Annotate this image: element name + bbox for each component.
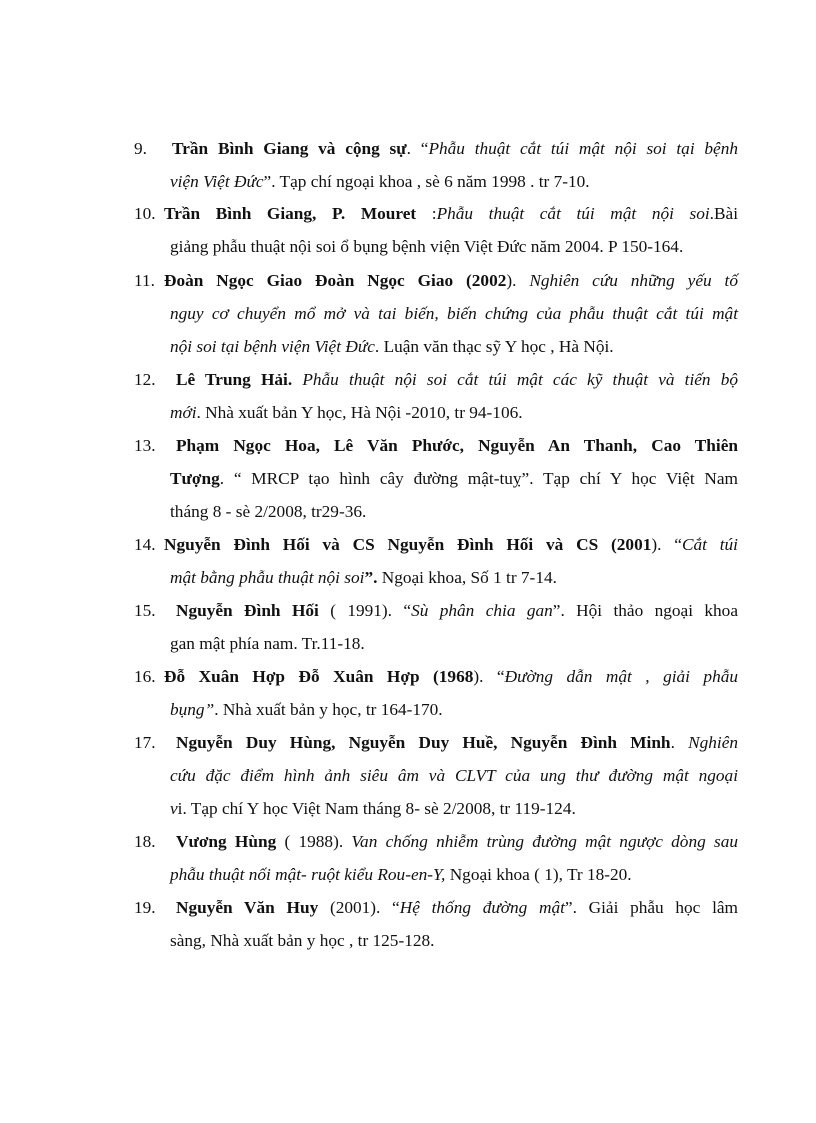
reference-number: 14. <box>134 535 156 554</box>
reference-line <box>170 462 738 495</box>
reference-number: 13. <box>134 436 156 455</box>
title-text: v <box>170 799 178 818</box>
reference-line <box>134 264 738 297</box>
reference-line <box>134 132 738 165</box>
reference-number: 19. <box>134 898 156 917</box>
author-text: Nguyễn Đình Hối <box>176 601 331 620</box>
citation-text: ( 1988). <box>284 832 352 851</box>
title-text: Van chống nhiễm trùng đường mật ngược dòng sau <box>351 832 738 851</box>
citation-text: Ngoại khoa ( 1), Tr 18-20. <box>445 865 632 884</box>
citation-text: sàng, Nhà xuất bản y học , tr 125-128. <box>170 931 435 950</box>
reference-line <box>170 627 738 660</box>
reference-line <box>170 792 738 825</box>
citation-text: . Nhà xuất bản Y học, Hà Nội -2010, tr 94-106. <box>196 403 523 422</box>
reference-line <box>134 891 738 924</box>
author-text: Tượng <box>170 469 220 488</box>
citation-text: . <box>670 733 689 752</box>
reference-line <box>170 858 738 891</box>
reference-line <box>170 297 738 330</box>
title-text: phẫu thuật nối mật- ruột kiểu Rou-en-Y, <box>170 865 446 884</box>
citation-text: ). “ <box>473 667 505 686</box>
citation-text: (2001). “ <box>318 898 400 917</box>
title-text: mới <box>170 403 197 422</box>
author-text: Vương Hùng <box>176 832 285 851</box>
citation-text: .Bài <box>709 204 738 223</box>
author-text: Đỗ Xuân Hợp Đỗ Xuân Hợp (1968 <box>164 667 474 686</box>
title-text: Cắt túi <box>681 535 738 554</box>
reference-line <box>170 924 738 957</box>
reference-line <box>170 330 738 363</box>
author-text: Nguyễn Duy Hùng, Nguyễn Duy Huề, Nguyễn Đình Minh <box>176 733 671 752</box>
author-text: ”. <box>364 568 378 587</box>
author-text: Trần Bình Giang và cộng sự <box>172 139 407 158</box>
citation-text: ). “ <box>651 535 682 554</box>
citation-text: tháng 8 - sè 2/2008, tr29-36. <box>170 502 367 521</box>
title-text: Sù phân chia gan <box>411 601 553 620</box>
reference-line <box>170 165 738 198</box>
citation-text: . “ MRCP tạo hình cây đường mật-tuỵ”. Tạp chí Y học Việt Nam <box>219 469 738 488</box>
reference-line <box>134 825 738 858</box>
citation-text: ( 1991). “ <box>330 601 412 620</box>
title-text: viện Việt Đức <box>170 172 264 191</box>
reference-number: 11. <box>134 271 155 290</box>
title-text: Phẫu thuật cắt túi mật nội soi tại bệnh <box>428 139 738 158</box>
reference-entry <box>134 197 738 263</box>
citation-text: ”. Tạp chí ngoại khoa , sè 6 năm 1998 . tr 7-10. <box>263 172 590 191</box>
reference-line <box>170 693 738 726</box>
reference-entry <box>134 726 738 825</box>
citation-text: . Luận văn thạc sỹ Y học , Hà Nội. <box>374 337 614 356</box>
reference-line <box>170 561 738 594</box>
title-text: nguy cơ chuyển mổ mở và tai biến, biến chứng của phẫu thuật cắt túi mật <box>170 304 738 323</box>
citation-text: ”. Hội thảo ngoại khoa <box>552 601 738 620</box>
reference-line <box>170 230 738 263</box>
title-text: Phẫu thuật nội soi cắt túi mật các kỹ thuật và tiến bộ <box>302 370 739 389</box>
reference-entry <box>134 528 738 594</box>
reference-line <box>134 660 738 693</box>
reference-number: 16. <box>134 667 156 686</box>
citation-text: giảng phẫu thuật nội soi ổ bụng bệnh viện Việt Đức năm 2004. P 150-164. <box>170 237 684 256</box>
reference-entry <box>134 594 738 660</box>
author-text: Nguyễn Đình Hối và CS Nguyễn Đình Hối và CS (2001 <box>164 535 652 554</box>
author-text: Trần Bình Giang, P. Mouret <box>164 204 432 223</box>
reference-number: 18. <box>134 832 156 851</box>
reference-entry <box>134 825 738 891</box>
author-text: Phạm Ngọc Hoa, Lê Văn Phước, Nguyễn An Thanh, Cao Thiên <box>176 436 738 455</box>
reference-line <box>134 528 738 561</box>
author-text: Lê Trung Hải. <box>176 370 303 389</box>
citation-text: ). <box>506 271 530 290</box>
reference-number: 10. <box>134 204 156 223</box>
title-text: cứu đặc điểm hình ảnh siêu âm và CLVT của ung thư đường mật ngoại <box>170 766 738 785</box>
reference-line <box>134 726 738 759</box>
title-text: nội soi tại bệnh viện Việt Đức <box>170 337 375 356</box>
author-text: Nguyễn Văn Huy <box>176 898 319 917</box>
reference-entry <box>134 660 738 726</box>
reference-line <box>170 396 738 429</box>
title-text: Đường dẫn mật , giải phẫu <box>504 667 738 686</box>
reference-line <box>170 495 738 528</box>
title-text: Hệ thống đường mật <box>399 898 565 917</box>
reference-line <box>134 363 738 396</box>
reference-entry <box>134 363 738 429</box>
citation-text: gan mật phía nam. Tr.11-18. <box>170 634 365 653</box>
reference-line <box>134 594 738 627</box>
reference-number: 15. <box>134 601 156 620</box>
reference-entry <box>134 891 738 957</box>
title-text: mật bằng phẫu thuật nội soi <box>170 568 365 587</box>
reference-number: 9. <box>134 139 147 158</box>
reference-line <box>134 197 738 230</box>
reference-line <box>170 759 738 792</box>
citation-text: i. Tạp chí Y học Việt Nam tháng 8- sè 2/2008, tr 119-124. <box>177 799 576 818</box>
citation-text: ”. Giải phẫu học lâm <box>564 898 738 917</box>
reference-number: 12. <box>134 370 156 389</box>
title-text: Phẫu thuật cắt túi mật nội soi <box>436 204 710 223</box>
title-text: bụng” <box>170 700 215 719</box>
author-text: Đoàn Ngọc Giao Đoàn Ngọc Giao (2002 <box>164 271 507 290</box>
title-text: Nghiên <box>688 733 739 752</box>
citation-text: : <box>431 204 437 223</box>
reference-entry <box>134 132 738 198</box>
reference-line <box>134 429 738 462</box>
reference-number: 17. <box>134 733 156 752</box>
reference-entry <box>134 429 738 528</box>
title-text: Nghiên cứu những yếu tố <box>529 271 738 290</box>
citation-text: Ngoại khoa, Số 1 tr 7-14. <box>377 568 557 587</box>
reference-entry <box>134 264 738 363</box>
citation-text: . “ <box>406 139 429 158</box>
citation-text: . Nhà xuất bản y học, tr 164-170. <box>214 700 443 719</box>
